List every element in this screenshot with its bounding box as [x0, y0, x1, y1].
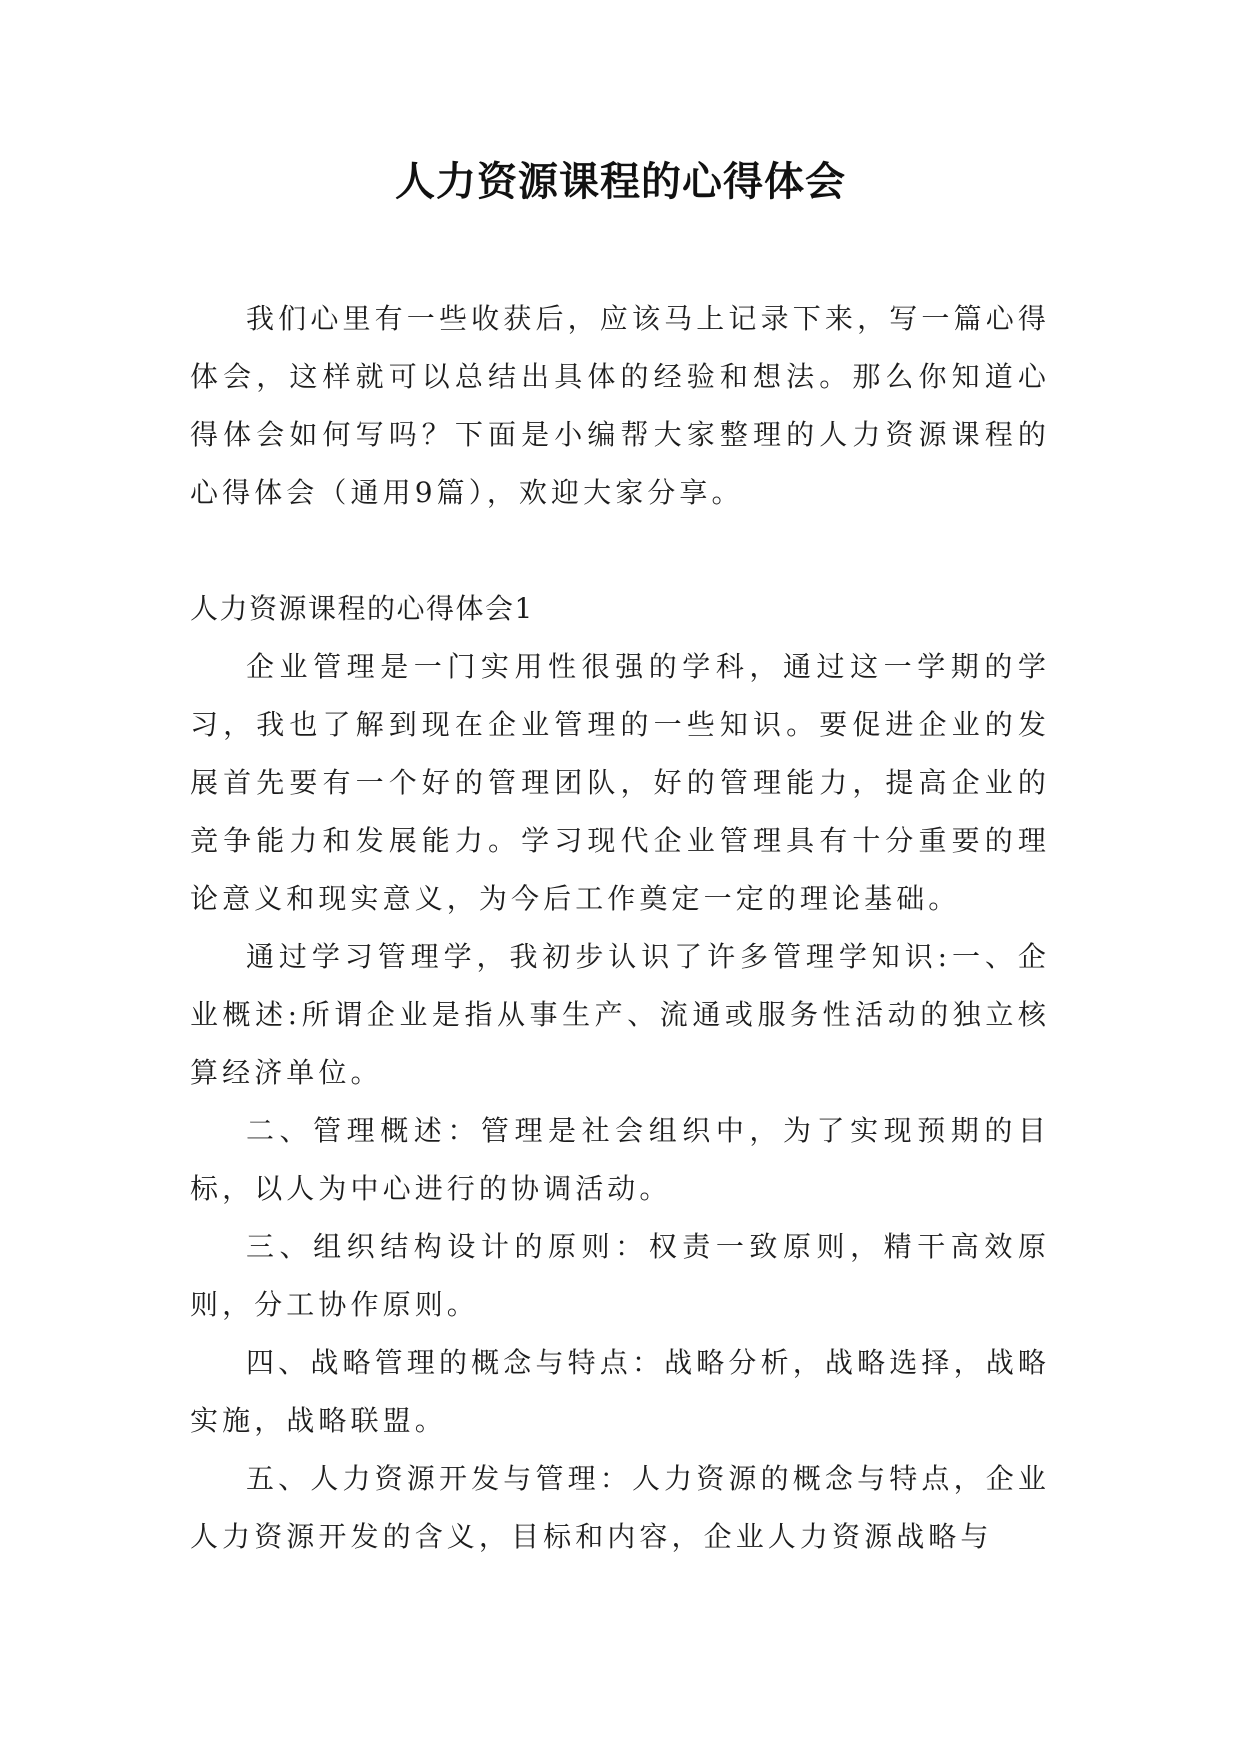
body-paragraph-1: 企业管理是一门实用性很强的学科，通过这一学期的学习，我也了解到现在企业管理的一些知识。要促进企业的发展首先要有一个好的管理团队，好的管理能力，提高企业的竞争能力和发展能力。学习现代企业管理具有十分重要的理论意义和现实意义，为今后工作奠定一定的理论基础。 [190, 650, 1050, 915]
section-heading: 人力资源课程的心得体会1 [190, 592, 534, 625]
body-paragraph-3: 二、管理概述：管理是社会组织中，为了实现预期的目标，以人为中心进行的协调活动。 [190, 1114, 1050, 1205]
body-paragraph-2: 通过学习管理学，我初步认识了许多管理学知识:一、企业概述:所谓企业是指从事生产、流通或服务性活动的独立核算经济单位。 [190, 940, 1050, 1089]
section-1 [190, 580, 1050, 1566]
body-paragraph-6: 五、人力资源开发与管理：人力资源的概念与特点，企业人力资源开发的含义，目标和内容，企业人力资源战略与 [190, 1462, 1050, 1553]
document-title: 人力资源课程的心得体会 [395, 158, 846, 205]
body-paragraph-5: 四、战略管理的概念与特点：战略分析，战略选择，战略实施，战略联盟。 [190, 1346, 1050, 1437]
body-paragraph-4: 三、组织结构设计的原则：权责一致原则，精干高效原则，分工协作原则。 [190, 1230, 1050, 1321]
intro-block [190, 290, 1050, 522]
intro-paragraph: 我们心里有一些收获后，应该马上记录下来，写一篇心得体会，这样就可以总结出具体的经验和想法。那么你知道心得体会如何写吗？下面是小编帮大家整理的人力资源课程的心得体会（通用9篇），欢迎大家分享。 [190, 302, 1050, 509]
